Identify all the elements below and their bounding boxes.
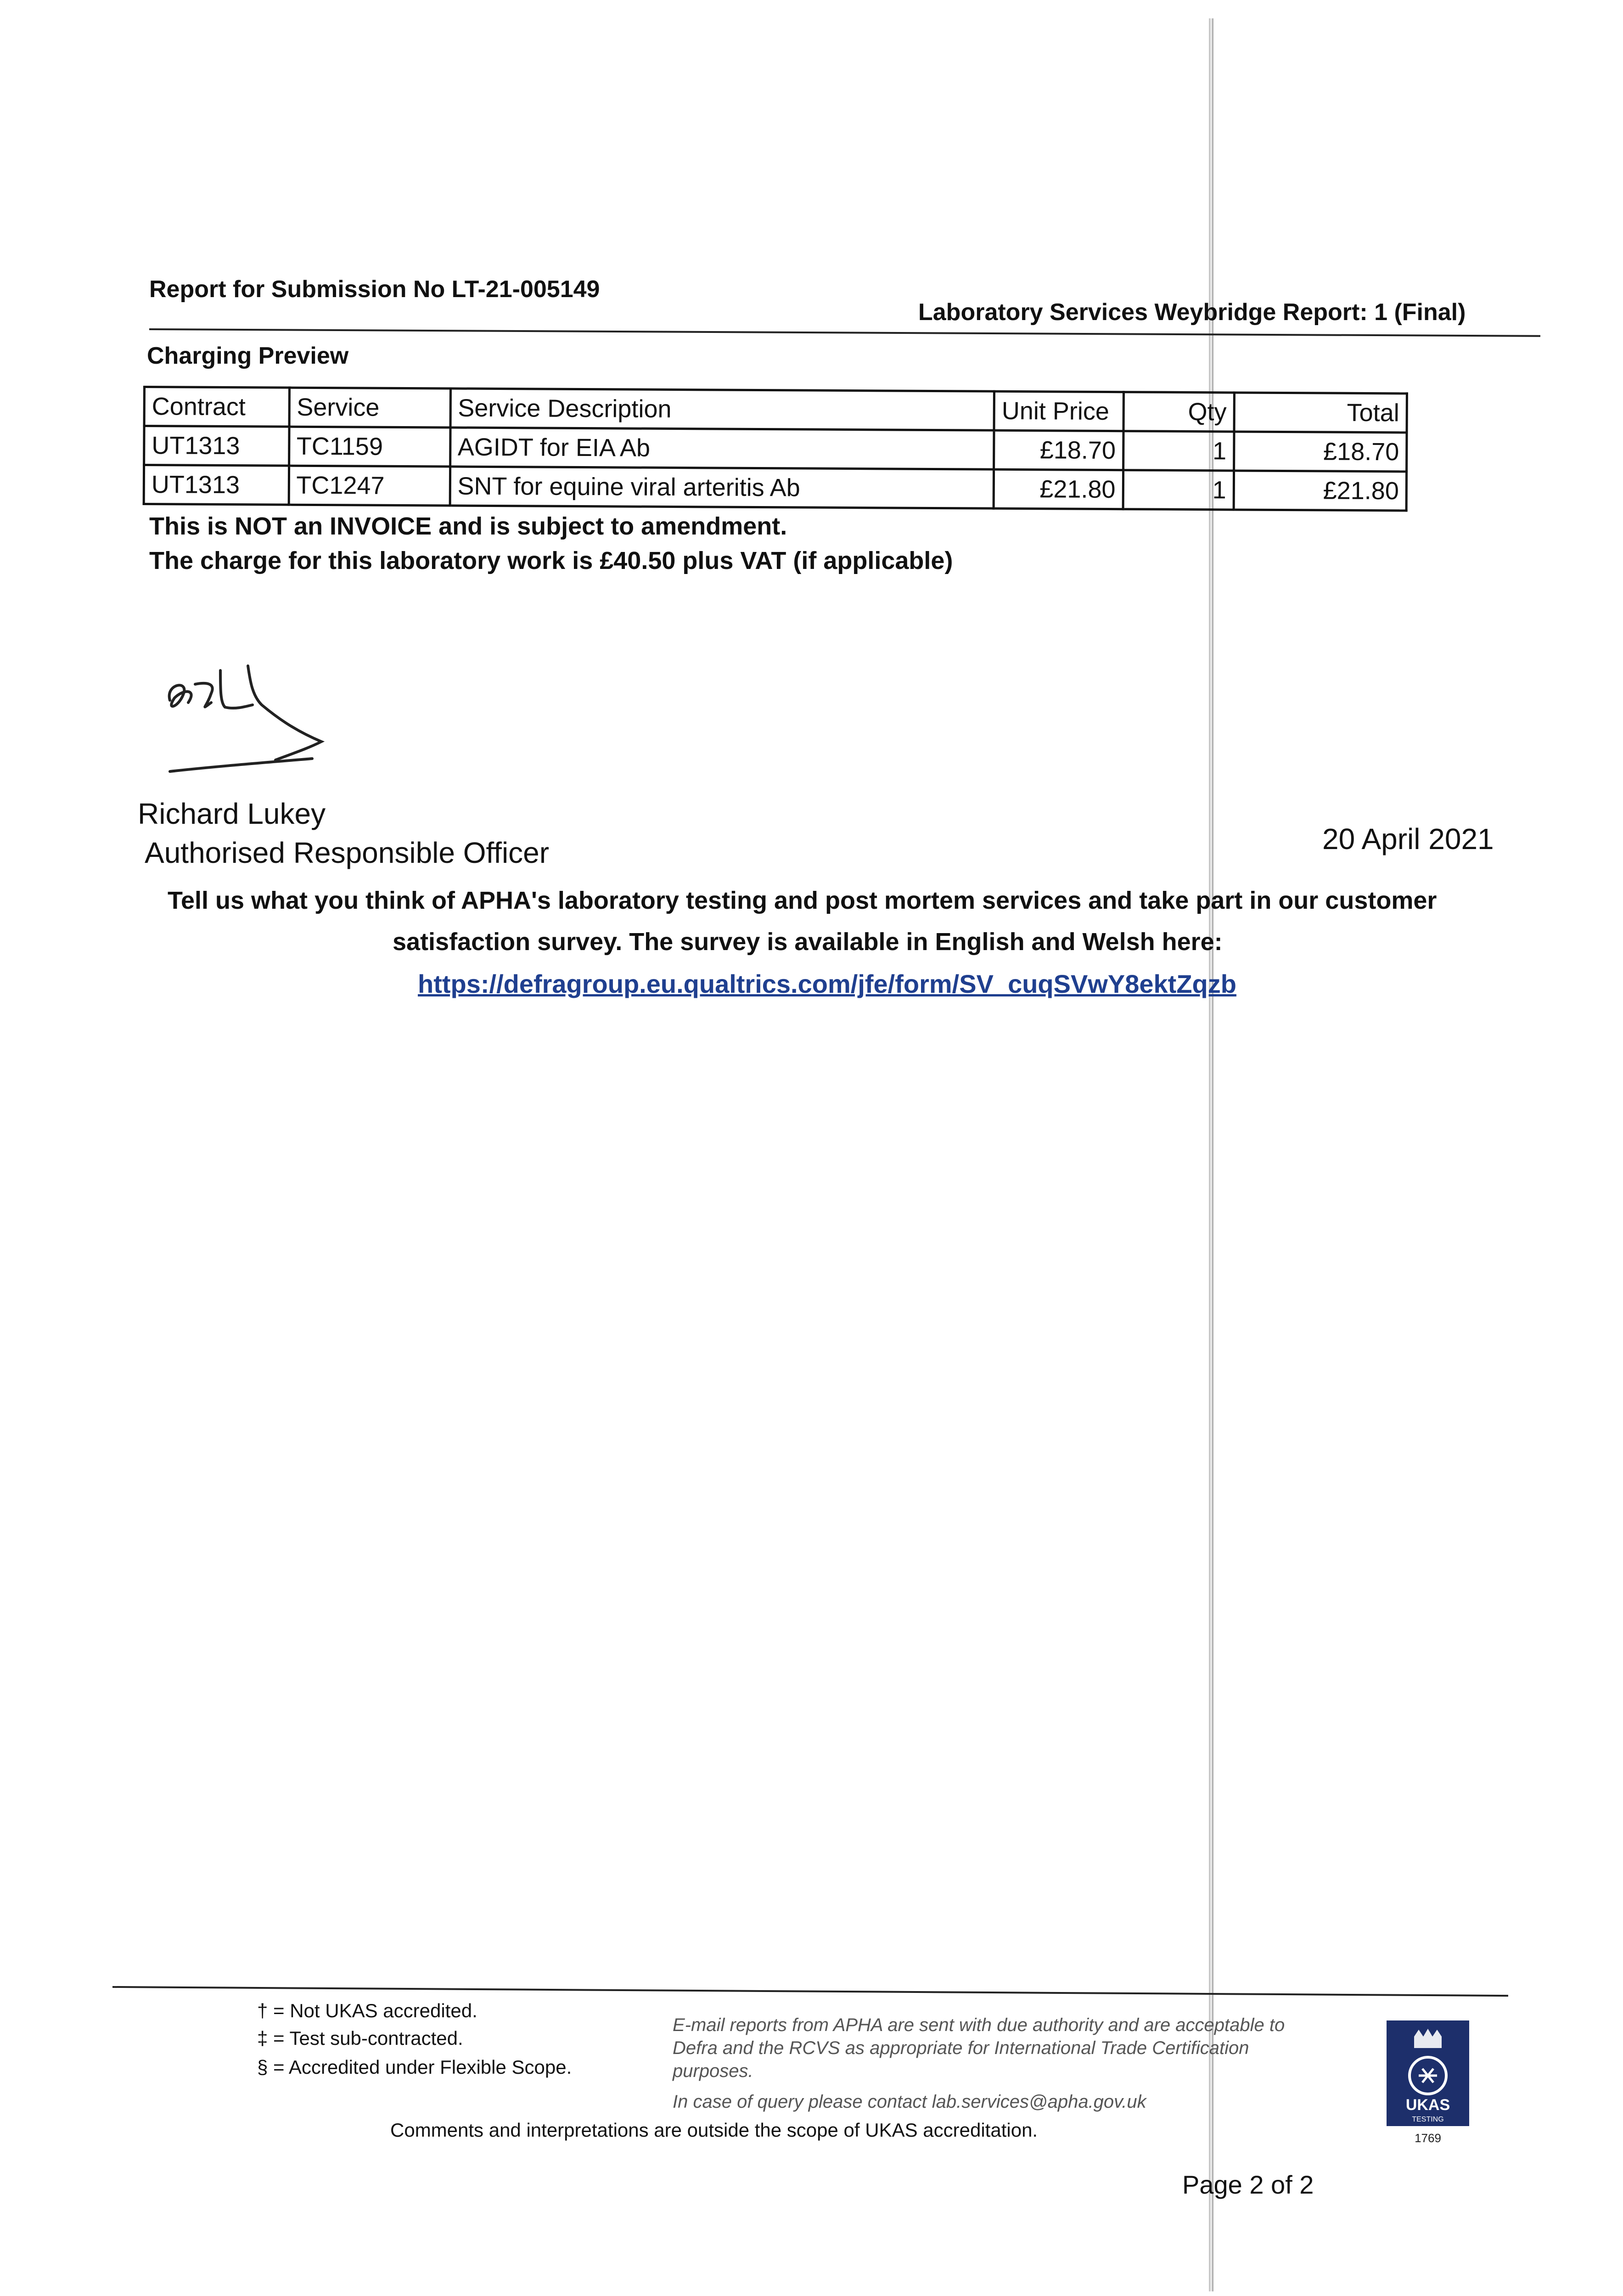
page-number: Page 2 of 2 [1182,2170,1314,2199]
cell-description: AGIDT for EIA Ab [450,428,994,469]
legend-sub-contracted: ‡ = Test sub-contracted. [257,2027,463,2049]
col-service-description: Service Description [450,388,994,430]
col-contract: Contract [144,387,289,427]
not-invoice-notice: This is NOT an INVOICE and is subject to amendment. [149,512,787,540]
scan-artifact-line [1209,18,1213,2291]
col-service: Service [289,388,450,428]
report-date: 20 April 2021 [1322,822,1494,855]
cell-description: SNT for equine viral arteritis Ab [450,467,994,508]
survey-link[interactable]: https://defragroup.eu.qualtrics.com/jfe/form/SV_cuqSVwY8ektZqzb [418,969,1236,998]
legend-flexible-scope: § = Accredited under Flexible Scope. [257,2056,572,2078]
col-qty: Qty [1123,392,1235,432]
lab-report-heading: Laboratory Services Weybridge Report: 1 (Final) [918,299,1466,326]
cell-qty: 1 [1123,470,1234,510]
survey-invitation-line2: satisfaction survey. The survey is available in English and Welsh here: [393,928,1223,956]
ukas-logo [1382,2016,1474,2149]
cell-unit-price: £21.80 [994,469,1123,509]
submission-heading: Report for Submission No LT-21-005149 [149,276,600,303]
ukas-logo-subtext: TESTING [1412,2116,1444,2123]
ukas-logo-text: UKAS [1405,2096,1450,2114]
col-total: Total [1234,393,1407,433]
cell-total: £18.70 [1234,432,1407,472]
cell-service: TC1159 [289,427,450,467]
cell-contract: UT1313 [144,465,289,505]
email-authority-note: E-mail reports from APHA are sent with due authority and are acceptable to Defra and the RCVS as appropriate for International Trade Certification purposes. [673,2015,1285,2081]
survey-invitation-line1: Tell us what you think of APHA's laboratory testing and post mortem services and take part in our customer [168,887,1437,914]
table-row [144,426,1407,472]
cell-contract: UT1313 [144,426,289,466]
ukas-number: 1769 [1415,2131,1441,2145]
table-row [144,465,1406,511]
ukas-scope-note: Comments and interpretations are outside the scope of UKAS accreditation. [390,2119,1038,2141]
charge-total-notice: The charge for this laboratory work is £40.50 plus VAT (if applicable) [149,547,953,574]
cell-service: TC1247 [289,466,450,506]
cell-total: £21.80 [1234,471,1407,511]
footer-divider [112,1986,1508,1997]
cell-unit-price: £18.70 [994,430,1123,470]
table-header-row [144,387,1407,433]
officer-title: Authorised Responsible Officer [145,836,550,869]
charging-preview-title: Charging Preview [147,343,349,369]
cell-qty: 1 [1123,431,1234,471]
query-contact-note: In case of query please contact lab.services@apha.gov.uk [673,2092,1146,2112]
charging-table [143,386,1408,512]
handwritten-signature [156,657,367,785]
legend-not-accredited: † = Not UKAS accredited. [257,2000,477,2021]
header-divider [149,328,1540,337]
officer-name: Richard Lukey [138,797,326,830]
col-unit-price: Unit Price [994,391,1123,431]
